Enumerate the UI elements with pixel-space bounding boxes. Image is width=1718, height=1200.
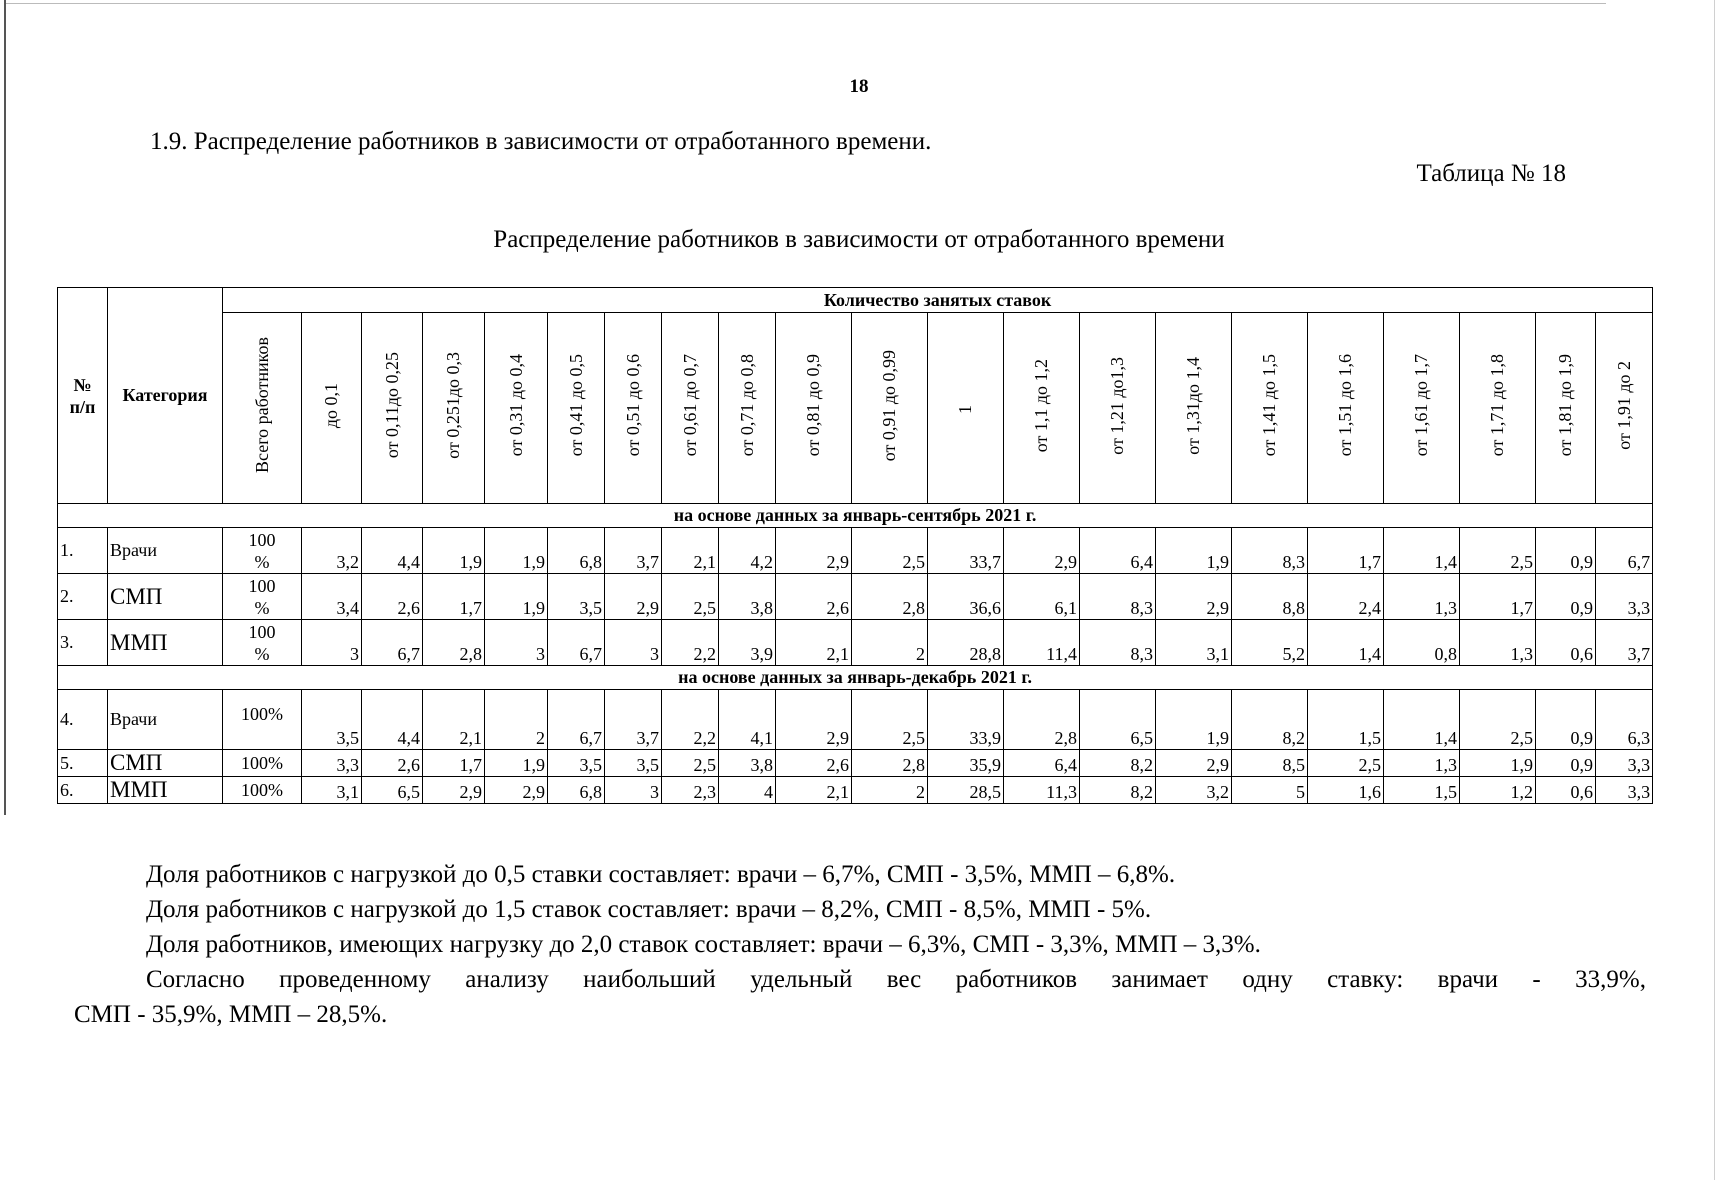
header-range: от 1,81 до 1,9 (1536, 313, 1596, 504)
cell-value: 2,9 (423, 777, 485, 804)
header-range: от 0,51 до 0,6 (605, 313, 662, 504)
row-category: СМП (108, 750, 223, 777)
row-total: 100% (223, 750, 302, 777)
cell-value: 2,9 (485, 777, 548, 804)
cell-value: 1,9 (1156, 528, 1232, 574)
cell-value: 3 (605, 777, 662, 804)
row-category: ММП (108, 777, 223, 804)
page-edge-right (1714, 0, 1715, 1180)
cell-value: 2,5 (1308, 750, 1384, 777)
row-number: 1. (58, 528, 108, 574)
cell-value: 1,9 (485, 528, 548, 574)
header-range: от 0,41 до 0,5 (548, 313, 605, 504)
cell-value: 1,9 (1156, 690, 1232, 750)
cell-value: 1,5 (1308, 690, 1384, 750)
paragraph-analysis: Согласно проведенному анализу наибольший удельный вес работников занимает одну ставку: врачи - 33,9%, (146, 966, 1646, 993)
header-range: от 1,61 до 1,7 (1384, 313, 1460, 504)
cell-value: 4,4 (362, 690, 423, 750)
cell-value: 2 (852, 620, 928, 666)
distribution-table (57, 287, 1653, 804)
cell-value: 0,9 (1536, 690, 1596, 750)
cell-value: 1,4 (1308, 620, 1384, 666)
cell-value: 6,8 (548, 528, 605, 574)
cell-value: 8,3 (1080, 574, 1156, 620)
cell-value: 4,2 (719, 528, 776, 574)
cell-value: 3,7 (605, 528, 662, 574)
cell-value: 1,7 (423, 574, 485, 620)
cell-value: 2,9 (776, 528, 852, 574)
section-heading: 1.9. Распределение работников в зависимости от отработанного времени. (150, 128, 932, 155)
header-range: от 0,91 до 0,99 (852, 313, 928, 504)
cell-value: 0,6 (1536, 777, 1596, 804)
cell-value: 0,9 (1536, 528, 1596, 574)
cell-value: 3,2 (1156, 777, 1232, 804)
cell-value: 2,5 (852, 690, 928, 750)
cell-value: 33,9 (928, 690, 1004, 750)
period-label: на основе данных за январь-декабрь 2021 г. (58, 666, 1653, 690)
cell-value: 3 (485, 620, 548, 666)
cell-value: 1,9 (485, 750, 548, 777)
page-edge-top (6, 3, 1606, 4)
cell-value: 2,8 (1004, 690, 1080, 750)
row-number: 6. (58, 777, 108, 804)
table-row (58, 750, 1653, 777)
cell-value: 3,8 (719, 574, 776, 620)
cell-value: 6,5 (1080, 690, 1156, 750)
table-row (58, 574, 1653, 620)
cell-value: 2,6 (362, 574, 423, 620)
cell-value: 4,1 (719, 690, 776, 750)
cell-value: 2 (852, 777, 928, 804)
cell-value: 1,4 (1384, 528, 1460, 574)
cell-value: 2,5 (852, 528, 928, 574)
cell-value: 1,9 (1460, 750, 1536, 777)
cell-value: 2,3 (662, 777, 719, 804)
cell-value: 35,9 (928, 750, 1004, 777)
cell-value: 2,9 (605, 574, 662, 620)
cell-value: 0,9 (1536, 574, 1596, 620)
paragraph-one-and-half-rate: Доля работников с нагрузкой до 1,5 ставок составляет: врачи – 8,2%, СМП - 8,5%, ММП - 5%. (146, 896, 1152, 923)
cell-value: 3,3 (1596, 750, 1653, 777)
row-number: 4. (58, 690, 108, 750)
cell-value: 1,3 (1384, 750, 1460, 777)
header-range: от 1,51 до 1,6 (1308, 313, 1384, 504)
cell-value: 3,1 (302, 777, 362, 804)
row-number: 5. (58, 750, 108, 777)
row-category: СМП (108, 574, 223, 620)
cell-value: 6,7 (1596, 528, 1653, 574)
cell-value: 6,4 (1004, 750, 1080, 777)
header-no: № п/п (58, 288, 108, 504)
cell-value: 2,5 (1460, 690, 1536, 750)
cell-value: 1,5 (1384, 777, 1460, 804)
cell-value: 2,1 (776, 620, 852, 666)
table-title: Распределение работников в зависимости от отработанного времени (493, 226, 1225, 253)
period-label: на основе данных за январь-сентябрь 2021 г. (58, 504, 1653, 528)
cell-value: 3 (302, 620, 362, 666)
cell-value: 3,1 (1156, 620, 1232, 666)
cell-value: 3,5 (548, 574, 605, 620)
cell-value: 1,4 (1384, 690, 1460, 750)
cell-value: 1,3 (1384, 574, 1460, 620)
cell-value: 2,4 (1308, 574, 1384, 620)
cell-value: 5 (1232, 777, 1308, 804)
page-edge-left (4, 0, 6, 815)
row-category: Врачи (108, 528, 223, 574)
row-total: 100 % (223, 528, 302, 574)
cell-value: 2,8 (423, 620, 485, 666)
header-range: от 0,81 до 0,9 (776, 313, 852, 504)
cell-value: 8,8 (1232, 574, 1308, 620)
cell-value: 6,7 (548, 620, 605, 666)
cell-value: 1,7 (423, 750, 485, 777)
cell-value: 2,2 (662, 690, 719, 750)
header-range: от 0,61 до 0,7 (662, 313, 719, 504)
cell-value: 6,5 (362, 777, 423, 804)
table-row (58, 777, 1653, 804)
cell-value: 3,3 (302, 750, 362, 777)
cell-value: 2,6 (776, 750, 852, 777)
row-total: 100% (223, 777, 302, 804)
cell-value: 2,6 (362, 750, 423, 777)
cell-value: 28,5 (928, 777, 1004, 804)
header-range: от 1,71 до 1,8 (1460, 313, 1536, 504)
cell-value: 11,3 (1004, 777, 1080, 804)
cell-value: 1,7 (1308, 528, 1384, 574)
cell-value: 5,2 (1232, 620, 1308, 666)
cell-value: 2,5 (1460, 528, 1536, 574)
cell-value: 6,7 (548, 690, 605, 750)
header-range: 1 (928, 313, 1004, 504)
cell-value: 4,4 (362, 528, 423, 574)
cell-value: 36,6 (928, 574, 1004, 620)
header-range: до 0,1 (302, 313, 362, 504)
cell-value: 0,9 (1536, 750, 1596, 777)
header-range: от 1,21 до1,3 (1080, 313, 1156, 504)
table-number: Таблица № 18 (1416, 160, 1566, 187)
cell-value: 33,7 (928, 528, 1004, 574)
cell-value: 6,8 (548, 777, 605, 804)
row-total: 100 % (223, 574, 302, 620)
table-row (58, 528, 1653, 574)
cell-value: 3,7 (1596, 620, 1653, 666)
row-number: 2. (58, 574, 108, 620)
cell-value: 3,5 (302, 690, 362, 750)
header-range: от 1,31до 1,4 (1156, 313, 1232, 504)
cell-value: 1,9 (485, 574, 548, 620)
cell-value: 8,2 (1080, 750, 1156, 777)
header-range: от 0,31 до 0,4 (485, 313, 548, 504)
cell-value: 1,9 (423, 528, 485, 574)
cell-value: 3,3 (1596, 777, 1653, 804)
cell-value: 8,2 (1080, 777, 1156, 804)
page-number: 18 (849, 76, 869, 97)
cell-value: 3,9 (719, 620, 776, 666)
header-range: от 0,11до 0,25 (362, 313, 423, 504)
cell-value: 28,8 (928, 620, 1004, 666)
paragraph-analysis-continued: СМП - 35,9%, ММП – 28,5%. (74, 1001, 388, 1028)
cell-value: 2,9 (1156, 750, 1232, 777)
cell-value: 3,8 (719, 750, 776, 777)
cell-value: 1,6 (1308, 777, 1384, 804)
cell-value: 2,5 (662, 574, 719, 620)
cell-value: 8,3 (1080, 620, 1156, 666)
table-row (58, 690, 1653, 750)
cell-value: 2,8 (852, 750, 928, 777)
cell-value: 1,7 (1460, 574, 1536, 620)
cell-value: 8,5 (1232, 750, 1308, 777)
row-total: 100% (223, 690, 302, 750)
cell-value: 2,8 (852, 574, 928, 620)
cell-value: 3,2 (302, 528, 362, 574)
cell-value: 1,2 (1460, 777, 1536, 804)
cell-value: 3,7 (605, 690, 662, 750)
row-category: Врачи (108, 690, 223, 750)
row-total: 100 % (223, 620, 302, 666)
cell-value: 2,2 (662, 620, 719, 666)
cell-value: 2,1 (776, 777, 852, 804)
table-row (58, 620, 1653, 666)
row-number: 3. (58, 620, 108, 666)
paragraph-two-rates: Доля работников, имеющих нагрузку до 2,0 ставок составляет: врачи – 6,3%, СМП - 3,3%, ММП – 3,3%. (146, 931, 1261, 958)
cell-value: 2 (485, 690, 548, 750)
cell-value: 2,6 (776, 574, 852, 620)
header-total: Всего работников (223, 313, 302, 504)
cell-value: 2,9 (1004, 528, 1080, 574)
cell-value: 3,3 (1596, 574, 1653, 620)
header-range: от 1,41 до 1,5 (1232, 313, 1308, 504)
cell-value: 3,5 (548, 750, 605, 777)
header-range: от 1,91 до 2 (1596, 313, 1653, 504)
cell-value: 8,2 (1232, 690, 1308, 750)
cell-value: 3,4 (302, 574, 362, 620)
cell-value: 6,1 (1004, 574, 1080, 620)
cell-value: 6,4 (1080, 528, 1156, 574)
cell-value: 3,5 (605, 750, 662, 777)
cell-value: 0,6 (1536, 620, 1596, 666)
row-category: ММП (108, 620, 223, 666)
cell-value: 2,1 (423, 690, 485, 750)
cell-value: 0,8 (1384, 620, 1460, 666)
cell-value: 6,3 (1596, 690, 1653, 750)
cell-value: 2,9 (776, 690, 852, 750)
cell-value: 4 (719, 777, 776, 804)
cell-value: 6,7 (362, 620, 423, 666)
cell-value: 2,1 (662, 528, 719, 574)
header-category: Категория (108, 288, 223, 504)
cell-value: 8,3 (1232, 528, 1308, 574)
cell-value: 2,9 (1156, 574, 1232, 620)
cell-value: 11,4 (1004, 620, 1080, 666)
paragraph-half-rate: Доля работников с нагрузкой до 0,5 ставки составляет: врачи – 6,7%, СМП - 3,5%, ММП – 6,8%. (146, 861, 1176, 888)
cell-value: 1,3 (1460, 620, 1536, 666)
cell-value: 2,5 (662, 750, 719, 777)
header-range: от 1,1 до 1,2 (1004, 313, 1080, 504)
cell-value: 3 (605, 620, 662, 666)
header-group: Количество занятых ставок (223, 288, 1653, 313)
header-range: от 0,251до 0,3 (423, 313, 485, 504)
header-range: от 0,71 до 0,8 (719, 313, 776, 504)
